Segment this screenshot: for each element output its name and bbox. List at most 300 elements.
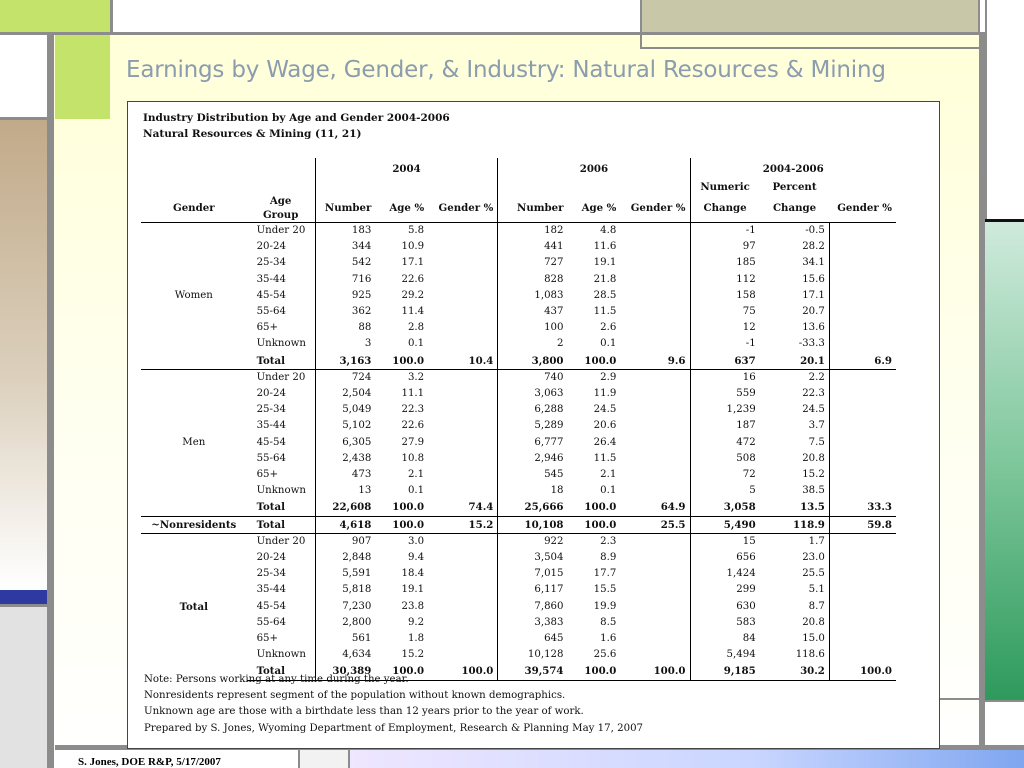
age-group-cell: Unknown <box>256 338 306 350</box>
value-cell: 5,818 <box>315 582 375 598</box>
value-cell: 8.9 <box>600 552 617 564</box>
age-group-cell: 25-34 <box>256 257 286 269</box>
value-cell: 74.4 <box>428 499 498 516</box>
value-cell: 118.9 <box>760 516 830 533</box>
value-cell: 118.6 <box>795 649 825 661</box>
header-2004-2006: 2004-2006 <box>690 158 896 180</box>
value-cell: 25.5 <box>802 568 825 580</box>
value-cell: 645 <box>498 631 568 647</box>
value-cell: 2.9 <box>568 369 621 386</box>
left-lime-block <box>55 35 110 119</box>
document-panel <box>127 101 940 749</box>
value-cell: 22.3 <box>401 404 425 416</box>
value-cell <box>829 288 896 304</box>
header-numeric: Numeric <box>690 180 760 194</box>
value-cell: 15.2 <box>802 469 825 481</box>
value-cell <box>428 255 498 271</box>
value-cell <box>428 533 498 550</box>
note-line: Prepared by S. Jones, Wyoming Department of Employment, Research & Planning May 17, 2007 <box>144 722 644 734</box>
value-cell: 2.1 <box>407 469 425 481</box>
note-line: Unknown age are those with a birthdate less than 12 years prior to the year of work. <box>144 706 584 718</box>
value-cell: 8.7 <box>808 600 825 612</box>
value-cell: 4.8 <box>568 223 621 240</box>
value-cell: 5,102 <box>315 418 375 434</box>
header-change-percent: Change <box>760 194 830 223</box>
value-cell <box>428 239 498 255</box>
value-cell: 25.5 <box>620 516 690 533</box>
value-cell <box>428 467 498 483</box>
age-group-cell: 35-44 <box>256 584 286 596</box>
table-total-row <box>141 499 896 516</box>
age-group-cell: 65+ <box>256 633 279 645</box>
value-cell: -0.5 <box>760 223 830 240</box>
value-cell <box>829 255 896 271</box>
value-cell: 64.9 <box>620 499 690 516</box>
value-cell: 1.7 <box>760 533 830 550</box>
age-group-cell: Under 20 <box>247 533 316 550</box>
value-cell: 22.6 <box>401 420 425 432</box>
value-cell: 30.2 <box>760 663 830 680</box>
value-cell <box>829 386 896 402</box>
age-group-cell: Unknown <box>256 649 306 661</box>
value-cell <box>428 451 498 467</box>
value-cell <box>829 223 896 240</box>
value-cell: 30,389 <box>315 663 375 680</box>
value-cell: 88 <box>315 320 375 336</box>
value-cell: 28.5 <box>593 289 617 301</box>
header-sub-row <box>141 180 896 194</box>
value-cell <box>829 320 896 336</box>
value-cell <box>620 467 690 483</box>
value-cell <box>829 550 896 566</box>
top-right-divider <box>640 35 980 49</box>
value-cell: 13 <box>315 483 375 499</box>
document-heading <box>143 110 450 142</box>
value-cell: 1.6 <box>600 633 617 645</box>
value-cell: 2.3 <box>568 533 621 550</box>
value-cell: 100.0 <box>829 663 896 680</box>
value-cell: 15.0 <box>802 633 825 645</box>
header-column-row <box>141 194 896 223</box>
age-group-cell: 55-64 <box>256 306 286 318</box>
table-row <box>141 223 896 240</box>
value-cell: 1,239 <box>690 402 760 418</box>
value-cell: 3,058 <box>690 499 760 516</box>
table-row <box>141 467 896 483</box>
value-cell: 5.1 <box>808 584 825 596</box>
value-cell: 545 <box>498 467 568 483</box>
value-cell: 17.1 <box>401 257 425 269</box>
value-cell: 16 <box>690 369 760 386</box>
value-cell: 183 <box>315 223 375 240</box>
value-cell: 559 <box>690 386 760 402</box>
note-line: Note: Persons working at any time during the year. <box>144 674 409 685</box>
value-cell: 1,424 <box>690 566 760 582</box>
value-cell: 59.8 <box>829 516 896 533</box>
left-white-strip <box>0 35 47 117</box>
value-cell: 8.5 <box>600 616 617 628</box>
age-group-cell: 55-64 <box>256 616 286 628</box>
value-cell <box>829 533 896 550</box>
value-cell <box>428 566 498 582</box>
value-cell: 7,860 <box>498 599 568 615</box>
value-cell: 561 <box>315 631 375 647</box>
value-cell: 0.1 <box>600 485 617 497</box>
heading-subtitle: Natural Resources & Mining (11, 21) <box>143 128 362 140</box>
value-cell <box>428 320 498 336</box>
header-gender-pct-2004: Gender % <box>428 194 498 223</box>
value-cell: 20.1 <box>760 353 830 370</box>
value-cell: 2 <box>498 336 568 352</box>
value-cell: 20.8 <box>802 616 825 628</box>
age-group-cell: 45-54 <box>256 436 286 448</box>
note-line: Nonresidents represent segment of the population without known demographics. <box>144 690 566 702</box>
value-cell <box>829 418 896 434</box>
value-cell: 2.6 <box>600 322 617 334</box>
value-cell: 4,634 <box>315 647 375 663</box>
value-cell: 362 <box>315 304 375 320</box>
value-cell <box>829 435 896 451</box>
value-cell: 656 <box>690 550 760 566</box>
value-cell: 100 <box>498 320 568 336</box>
table-row <box>141 255 896 271</box>
value-cell: 299 <box>690 582 760 598</box>
table-row <box>141 533 896 550</box>
value-cell <box>428 435 498 451</box>
value-cell: 5,591 <box>315 566 375 582</box>
value-cell: 100.0 <box>568 516 621 533</box>
value-cell: 25.6 <box>593 649 617 661</box>
table-row <box>141 647 896 663</box>
gender-group-label: Women <box>141 223 247 370</box>
value-cell: 925 <box>315 288 375 304</box>
value-cell <box>829 483 896 499</box>
value-cell: 583 <box>690 615 760 631</box>
value-cell <box>620 272 690 288</box>
value-cell: -33.3 <box>798 338 825 350</box>
value-cell: 3,504 <box>498 550 568 566</box>
table-body <box>141 223 896 681</box>
value-cell: 9.4 <box>407 552 425 564</box>
value-cell: 75 <box>690 304 760 320</box>
header-gender-pct-change: Gender % <box>829 194 896 223</box>
value-cell: 39,574 <box>498 663 568 680</box>
value-cell: 0.1 <box>407 338 425 350</box>
value-cell: 3,800 <box>498 353 568 370</box>
value-cell: 13.6 <box>802 322 825 334</box>
value-cell: 724 <box>315 369 375 386</box>
value-cell: 3,163 <box>315 353 375 370</box>
header-age-group: Age Group <box>247 194 316 223</box>
value-cell: 20.7 <box>802 306 825 318</box>
age-group-cell: 65+ <box>256 322 279 334</box>
value-cell: 20.6 <box>593 420 617 432</box>
header-percent: Percent <box>772 181 817 193</box>
header-gender-pct-2006: Gender % <box>620 194 690 223</box>
age-group-cell: 65+ <box>256 469 279 481</box>
table-row <box>141 582 896 598</box>
value-cell <box>620 582 690 598</box>
value-cell <box>620 255 690 271</box>
age-group-cell: Under 20 <box>247 369 316 386</box>
age-group-cell: Under 20 <box>247 223 316 240</box>
age-group-cell: Total <box>247 353 316 370</box>
top-lime-divider <box>110 0 113 34</box>
value-cell: 21.8 <box>593 273 617 285</box>
header-number-2004: Number <box>315 194 375 223</box>
value-cell <box>428 369 498 386</box>
value-cell: 11.9 <box>593 388 617 400</box>
value-cell <box>620 402 690 418</box>
value-cell: 9.6 <box>620 353 690 370</box>
value-cell <box>620 599 690 615</box>
value-cell <box>829 599 896 615</box>
value-cell <box>428 304 498 320</box>
value-cell: 38.5 <box>802 485 825 497</box>
left-gray-strip <box>0 604 47 768</box>
value-cell: 7,015 <box>498 566 568 582</box>
value-cell: 18.4 <box>401 568 425 580</box>
value-cell: 9.2 <box>407 616 425 628</box>
age-group-cell: Total <box>247 499 316 516</box>
header-2004: 2004 <box>315 158 498 180</box>
value-cell: 112 <box>690 272 760 288</box>
value-cell <box>428 223 498 240</box>
value-cell: 84 <box>690 631 760 647</box>
value-cell: 10,128 <box>498 647 568 663</box>
table-total-row <box>141 516 896 533</box>
value-cell: 5,049 <box>315 402 375 418</box>
value-cell: 907 <box>315 533 375 550</box>
age-group-cell: 20-24 <box>256 241 286 253</box>
slide-title: Earnings by Wage, Gender, & Industry: Natural Resources & Mining <box>126 57 886 83</box>
value-cell <box>428 550 498 566</box>
header-number-2006: Number <box>498 194 568 223</box>
value-cell: 11.1 <box>401 388 425 400</box>
value-cell: 18 <box>498 483 568 499</box>
value-cell: 727 <box>498 255 568 271</box>
value-cell: 34.1 <box>802 257 825 269</box>
value-cell: 100.0 <box>375 353 428 370</box>
value-cell <box>829 467 896 483</box>
table-row <box>141 435 896 451</box>
header-age-pct-2006: Age % <box>568 194 621 223</box>
value-cell: 2,504 <box>315 386 375 402</box>
value-cell: 100.0 <box>375 663 428 680</box>
value-cell: 3 <box>315 336 375 352</box>
value-cell: 100.0 <box>568 663 621 680</box>
value-cell: 740 <box>498 369 568 386</box>
table-row <box>141 483 896 499</box>
value-cell: 472 <box>690 435 760 451</box>
value-cell: 100.0 <box>428 663 498 680</box>
value-cell: 33.3 <box>829 499 896 516</box>
value-cell: 2,946 <box>498 451 568 467</box>
left-frame-line <box>47 35 54 768</box>
value-cell: 187 <box>690 418 760 434</box>
value-cell: 23.0 <box>802 552 825 564</box>
value-cell <box>620 435 690 451</box>
value-cell <box>829 336 896 352</box>
age-group-cell: 35-44 <box>256 273 286 285</box>
right-white-strip <box>985 0 1024 220</box>
table-row <box>141 320 896 336</box>
value-cell <box>620 533 690 550</box>
value-cell: 182 <box>498 223 568 240</box>
value-cell <box>428 599 498 615</box>
value-cell: 4,618 <box>315 516 375 533</box>
value-cell: 20.8 <box>802 452 825 464</box>
value-cell <box>620 550 690 566</box>
value-cell <box>620 223 690 240</box>
value-cell <box>428 402 498 418</box>
value-cell <box>620 451 690 467</box>
table-row <box>141 418 896 434</box>
value-cell <box>620 386 690 402</box>
value-cell <box>829 582 896 598</box>
value-cell: 97 <box>690 239 760 255</box>
value-cell: 344 <box>315 239 375 255</box>
value-cell: 15.2 <box>401 649 425 661</box>
value-cell: 17.7 <box>593 568 617 580</box>
value-cell <box>428 615 498 631</box>
value-cell: 6,288 <box>498 402 568 418</box>
value-cell: 29.2 <box>401 289 425 301</box>
value-cell: 12 <box>690 320 760 336</box>
value-cell: 26.4 <box>593 436 617 448</box>
age-group-cell: 55-64 <box>256 452 286 464</box>
age-group-cell: 45-54 <box>256 600 286 612</box>
value-cell <box>620 566 690 582</box>
value-cell <box>620 288 690 304</box>
value-cell: 508 <box>690 451 760 467</box>
value-cell: 6.9 <box>829 353 896 370</box>
age-group-cell: Total <box>247 663 316 680</box>
value-cell: 473 <box>315 467 375 483</box>
value-cell <box>428 336 498 352</box>
value-cell: 158 <box>690 288 760 304</box>
value-cell: 100.0 <box>375 499 428 516</box>
value-cell <box>428 582 498 598</box>
gender-group-label: Total <box>141 533 247 680</box>
age-group-cell: 35-44 <box>256 420 286 432</box>
value-cell: 13.5 <box>760 499 830 516</box>
table-row <box>141 386 896 402</box>
value-cell: 100.0 <box>568 353 621 370</box>
value-cell: 2,800 <box>315 615 375 631</box>
value-cell: 2.1 <box>600 469 617 481</box>
value-cell: -1 <box>690 336 760 352</box>
value-cell <box>829 239 896 255</box>
value-cell: 3.0 <box>375 533 428 550</box>
table-row <box>141 369 896 386</box>
table-row <box>141 599 896 615</box>
value-cell: 3.7 <box>808 420 825 432</box>
age-group-cell: 25-34 <box>256 404 286 416</box>
value-cell: 100.0 <box>620 663 690 680</box>
value-cell <box>620 304 690 320</box>
value-cell <box>428 483 498 499</box>
value-cell <box>428 647 498 663</box>
value-cell <box>620 369 690 386</box>
value-cell: 5,490 <box>690 516 760 533</box>
value-cell <box>428 288 498 304</box>
value-cell: 10.4 <box>428 353 498 370</box>
value-cell <box>620 615 690 631</box>
value-cell: 1,083 <box>498 288 568 304</box>
table-row <box>141 239 896 255</box>
table-row <box>141 288 896 304</box>
value-cell: 27.9 <box>401 436 425 448</box>
value-cell: 72 <box>690 467 760 483</box>
value-cell <box>829 451 896 467</box>
value-cell: 15.6 <box>802 273 825 285</box>
value-cell: 716 <box>315 272 375 288</box>
value-cell: 5,494 <box>690 647 760 663</box>
table-row <box>141 402 896 418</box>
slide-footer: S. Jones, DOE R&P, 5/17/2007 <box>78 756 221 768</box>
value-cell: 15.5 <box>593 584 617 596</box>
left-tan-strip <box>0 117 47 590</box>
value-cell: 15.2 <box>428 516 498 533</box>
value-cell <box>829 369 896 386</box>
value-cell: 0.1 <box>407 485 425 497</box>
table-row <box>141 631 896 647</box>
value-cell: 22,608 <box>315 499 375 516</box>
value-cell <box>620 239 690 255</box>
value-cell <box>620 631 690 647</box>
notes-block <box>144 672 643 737</box>
value-cell: 11.5 <box>593 306 617 318</box>
age-group-cell: 45-54 <box>256 289 286 301</box>
value-cell: 10,108 <box>498 516 568 533</box>
value-cell: 828 <box>498 272 568 288</box>
value-cell <box>428 272 498 288</box>
value-cell: 2.8 <box>407 322 425 334</box>
gender-group-label: Men <box>141 369 247 516</box>
right-inner-line <box>940 698 980 700</box>
value-cell <box>829 631 896 647</box>
table-row <box>141 451 896 467</box>
table-row <box>141 272 896 288</box>
value-cell: 3,063 <box>498 386 568 402</box>
value-cell: 437 <box>498 304 568 320</box>
value-cell: 100.0 <box>375 516 428 533</box>
value-cell: 2.2 <box>760 369 830 386</box>
right-green-strip <box>985 222 1024 700</box>
value-cell: 922 <box>498 533 568 550</box>
top-olive-block <box>640 0 980 34</box>
value-cell <box>620 320 690 336</box>
value-cell: 6,777 <box>498 435 568 451</box>
table-total-row <box>141 353 896 370</box>
value-cell: 2,848 <box>315 550 375 566</box>
value-cell: 9,185 <box>690 663 760 680</box>
value-cell: 5,289 <box>498 418 568 434</box>
top-lime-block <box>0 0 110 32</box>
value-cell <box>620 336 690 352</box>
value-cell <box>829 402 896 418</box>
age-group-cell: Unknown <box>256 485 306 497</box>
value-cell: 2,438 <box>315 451 375 467</box>
age-group-cell: Total <box>247 516 316 533</box>
header-age-pct-2004: Age % <box>375 194 428 223</box>
value-cell: 22.6 <box>401 273 425 285</box>
value-cell <box>428 386 498 402</box>
value-cell: 3.2 <box>375 369 428 386</box>
value-cell: 19.1 <box>593 257 617 269</box>
value-cell <box>829 615 896 631</box>
